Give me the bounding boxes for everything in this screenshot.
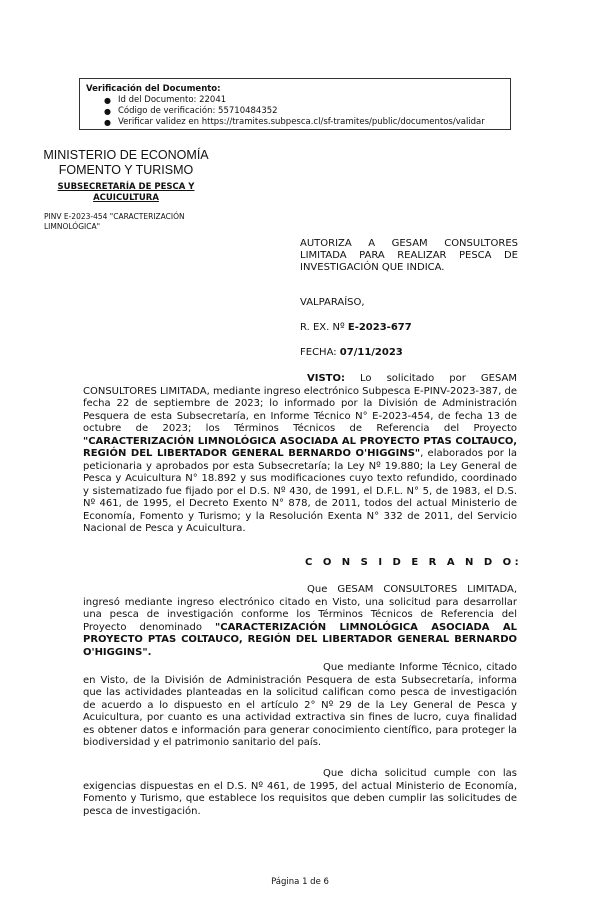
bullet-icon: ● bbox=[104, 107, 111, 116]
considerando-paragraph-1: Que GESAM CONSULTORES LIMITADA, ingresó mediante ingreso electrónico citado en Visto, una solicitud para desarrollar una pesca de investigación conforme los Términos Técnicos de Referencia del Proyecto denominado "CARACTERIZACIÓN LIMNOLÓGICA ASOCIADA AL PROYECTO PTAS COLTAUCO, REGIÓN DEL LIBERTADOR GENERAL BERNARDO O'HIGGINS". bbox=[83, 584, 517, 658]
verification-box bbox=[79, 78, 511, 130]
city: VALPARAÍSO, bbox=[300, 297, 365, 308]
considerando-heading: C O N S I D E R A N D O: bbox=[305, 557, 523, 568]
bullet-icon: ● bbox=[104, 118, 111, 127]
verification-item-id: ● Id del Documento: 22041 bbox=[104, 95, 227, 105]
bullet-icon: ● bbox=[104, 96, 111, 105]
resolution-date: FECHA: 07/11/2023 bbox=[300, 347, 403, 358]
considerando-paragraph-3: Que dicha solicitud cumple con las exigencias dispuestas en el D.S. Nº 461, de 1995, del actual Ministerio de Economía, Fomento y Turismo, que establece los requisitos que deben cumplir las solicitudes de pesca de investigación. bbox=[83, 768, 517, 817]
project-name: "CARACTERIZACIÓN LIMNOLÓGICA ASOCIADA AL PROYECTO PTAS COLTAUCO, REGIÓN DEL LIBERTADOR GENERAL BERNARDO O'HIGGINS" bbox=[83, 435, 517, 459]
verification-list bbox=[80, 95, 485, 128]
visto-paragraph: VISTO: Lo solicitado por GESAM CONSULTORES LIMITADA, mediante ingreso electrónico Subpesca E-PINV-2023-387, de fecha 22 de septiembre de 2023; lo informado por la División de Administración Pesquera de esta Subsecretaría, en Informe Técnico N° E-2023-454, de fecha 13 de octubre de 2023; los Términos Técnicos de Referencia del Proyecto "CARACTERIZACIÓN LIMNOLÓGICA ASOCIADA AL PROYECTO PTAS COLTAUCO, REGIÓN DEL LIBERTADOR GENERAL BERNARDO O'HIGGINS", elaborados por la peticionaria y aprobados por esta Subsecretaría; la Ley Nº 19.880; la Ley General de Pesca y Acuicultura N° 18.892 y sus modificaciones cuyo texto refundido, coordinado y sistematizado fue fijado por el D.S. Nº 430, de 1991, el D.F.L. N° 5, de 1983, el D.S. Nº 461, de 1995, el Decreto Exento N° 878, de 2011, todos del actual Ministerio de Economía, Fomento y Turismo; y la Resolución Exenta N° 332 de 2011, del Servicio Nacional de Pesca y Acuicultura. bbox=[83, 373, 517, 534]
ministry-name: MINISTERIO DE ECONOMÍA FOMENTO Y TURISMO bbox=[43, 148, 209, 177]
resolution-title: AUTORIZA A GESAM CONSULTORES LIMITADA PARA REALIZAR PESCA DE INVESTIGACIÓN QUE INDICA. bbox=[300, 238, 518, 273]
project-name: "CARACTERIZACIÓN LIMNOLÓGICA ASOCIADA AL PROYECTO PTAS COLTAUCO, REGIÓN DEL LIBERTADOR GENERAL BERNARDO O'HIGGINS". bbox=[83, 621, 517, 658]
considerando-paragraph-2: Que mediante Informe Técnico, citado en Visto, de la División de Administración Pesquera de esta Subsecretaría, informa que las actividades planteadas en la solicitud califican como pesca de investigación de acuerdo a lo dispuesto en el artículo 2° Nº 29 de la Ley General de Pesca y Acuicultura, por cuanto es una actividad extractiva sin fines de lucro, cuya finalidad es obtener datos e información para generar conocimiento científico, para proteger la biodiversidad y el patrimonio sanitario del país. bbox=[83, 662, 517, 748]
verification-item-url[interactable]: ● Verificar validez en https://tramites.subpesca.cl/sf-tramites/public/documentos/validar bbox=[104, 117, 485, 127]
verification-title: Verificación del Documento: bbox=[86, 84, 221, 94]
page-number: Página 1 de 6 bbox=[271, 877, 329, 887]
resolution-number: R. EX. Nº E-2023-677 bbox=[300, 322, 412, 333]
pinv-reference: PINV E-2023-454 "CARACTERIZACIÓN LIMNOLÓGICA" bbox=[44, 212, 185, 231]
verification-item-code: ● Código de verificación: 55710484352 bbox=[104, 106, 278, 116]
subsecretaria-name: SUBSECRETARÍA DE PESCA Y ACUICULTURA bbox=[57, 182, 195, 203]
visto-label: VISTO: bbox=[307, 373, 345, 384]
